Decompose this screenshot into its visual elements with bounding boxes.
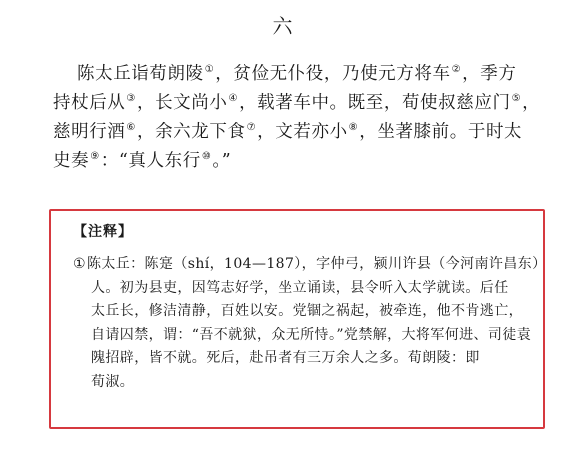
passage-text: ， — [522, 93, 541, 113]
note-marker[interactable]: ⑥ — [126, 122, 136, 134]
note-text: 陈太丘：陈寔（shí，104—187），字仲弓，颍川许县（今河南许昌东） — [86, 256, 547, 272]
passage-text: ：“真人东行 — [100, 151, 201, 171]
note-line: 太丘长，修洁清静，百姓以安。党锢之祸起，被牵连，他不肯逃亡， — [91, 303, 523, 319]
chapter-heading: 六 — [272, 14, 295, 38]
passage-text: 慈明行酒 — [53, 122, 126, 142]
note-marker[interactable]: ⑧ — [348, 122, 359, 134]
note-line: 自请囚禁，谓：“吾不就狱，众无所恃。”党禁解，大将军何进、司徒袁 — [91, 326, 532, 343]
passage-text: 陈太丘诣荀朗陵 — [77, 64, 204, 84]
note-marker[interactable]: ④ — [228, 93, 239, 105]
note-marker[interactable]: ③ — [126, 93, 136, 105]
passage-text: ，坐著膝前。于时太 — [359, 122, 523, 142]
passage-text: ，季方 — [462, 64, 517, 84]
note-marker[interactable]: ⑤ — [511, 93, 522, 105]
note-marker[interactable]: ⑩ — [201, 151, 212, 163]
passage-text: 持杖后从 — [53, 93, 126, 113]
note-number: ① — [73, 256, 86, 272]
passage-text: 。” — [212, 151, 232, 171]
note-line: 人。初为县吏，因笃志好学，坐立诵读，县令听入太学就读。后任 — [91, 279, 509, 296]
passage-line — [77, 60, 517, 89]
notes-body — [73, 253, 547, 394]
passage-text: ，贫俭无仆役，乃使元方将车 — [215, 64, 451, 84]
annotation-box — [49, 209, 545, 429]
note-line: 荀淑。 — [91, 373, 135, 390]
note-line — [73, 253, 547, 277]
note-marker[interactable]: ⑨ — [90, 151, 100, 163]
passage-text: ，载著车中。既至，荀使叔慈应门 — [239, 93, 511, 113]
passage-text: ，余六龙下食 — [136, 122, 246, 142]
passage-line — [53, 147, 517, 176]
passage-text: ，文若亦小 — [257, 122, 348, 142]
note-marker[interactable]: ① — [204, 64, 215, 76]
note-line: 隗招辟，皆不就。死后，赴吊者有三万余人之多。荀朗陵：即 — [91, 350, 480, 366]
note-marker[interactable]: ⑦ — [246, 122, 257, 134]
passage-text: ，长文尚小 — [136, 93, 228, 113]
passage-line — [53, 89, 541, 118]
notes-title: 【注释】 — [73, 224, 133, 240]
note-marker[interactable]: ② — [451, 64, 462, 76]
passage-line — [53, 118, 523, 147]
passage-text: 史奏 — [53, 151, 90, 171]
main-passage — [53, 60, 541, 176]
